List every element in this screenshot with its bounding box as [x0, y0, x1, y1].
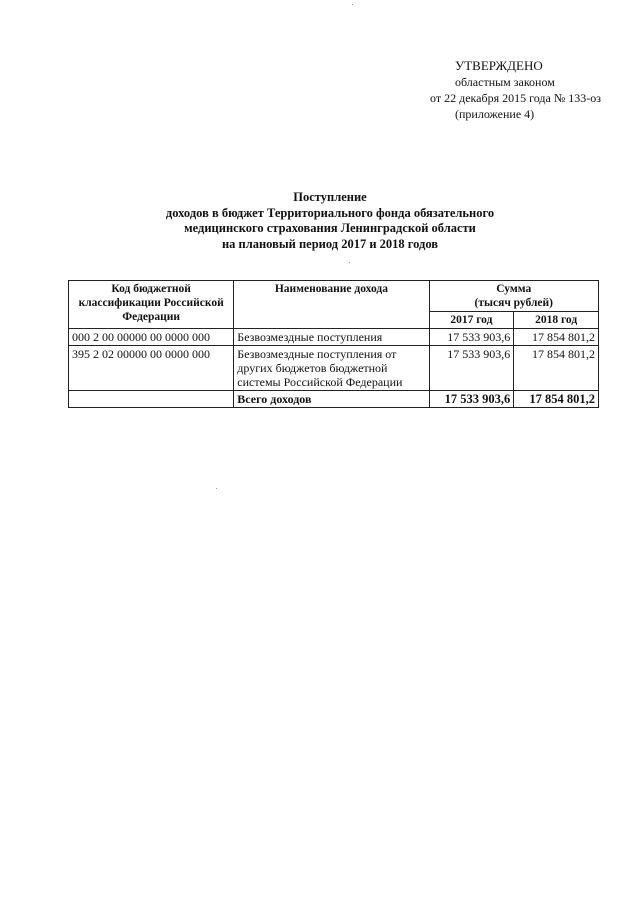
title-line-3: медицинского страхования Ленинградской области [184, 221, 476, 235]
title-line-1: Поступление [293, 190, 367, 204]
row-value-2017: 17 533 903,6 [429, 346, 514, 391]
row-name: Безвозмездные поступления от других бюджетов бюджетной системы Российской Федерации [234, 346, 429, 391]
table-row [69, 329, 599, 346]
title-line-2: доходов в бюджет Территориального фонда обязательного [165, 205, 495, 220]
table-total-row [69, 391, 599, 408]
header-code: Код бюджетной классификации Российской Федерации [69, 281, 234, 329]
row-value-2017: 17 533 903,6 [429, 329, 514, 346]
total-label: Всего доходов [234, 391, 429, 408]
header-year-2018: 2018 год [514, 312, 599, 329]
table-header-row [69, 281, 599, 312]
header-sum-unit: (тысяч рублей) [474, 297, 553, 309]
approval-law-type: областным законом [455, 75, 555, 89]
row-name: Безвозмездные поступления [234, 329, 429, 346]
approval-block [425, 58, 635, 122]
scan-speck [349, 262, 350, 263]
document-title [60, 190, 600, 252]
title-line-4: на плановый период 2017 и 2018 годов [221, 236, 439, 251]
header-year-2017: 2017 год [429, 312, 514, 329]
total-value-2017: 17 533 903,6 [429, 391, 514, 408]
row-code: 395 2 02 00000 00 0000 000 [69, 346, 234, 391]
row-value-2018: 17 854 801,2 [514, 329, 599, 346]
income-table [68, 280, 599, 408]
total-value-2018: 17 854 801,2 [514, 391, 599, 408]
table-row [69, 346, 599, 391]
header-sum [429, 281, 598, 312]
scan-speck [216, 488, 217, 489]
approval-appendix: (приложение 4) [455, 107, 535, 121]
row-code: 000 2 00 00000 00 0000 000 [69, 329, 234, 346]
header-sum-label: Сумма [496, 283, 532, 295]
approval-heading: УТВЕРЖДЕНО [455, 58, 543, 73]
row-value-2018: 17 854 801,2 [514, 346, 599, 391]
scan-speck [352, 4, 353, 5]
header-name: Наименование дохода [234, 281, 429, 329]
total-code-empty [69, 391, 234, 408]
approval-law-date: от 22 декабря 2015 года № 133-оз [430, 91, 602, 105]
